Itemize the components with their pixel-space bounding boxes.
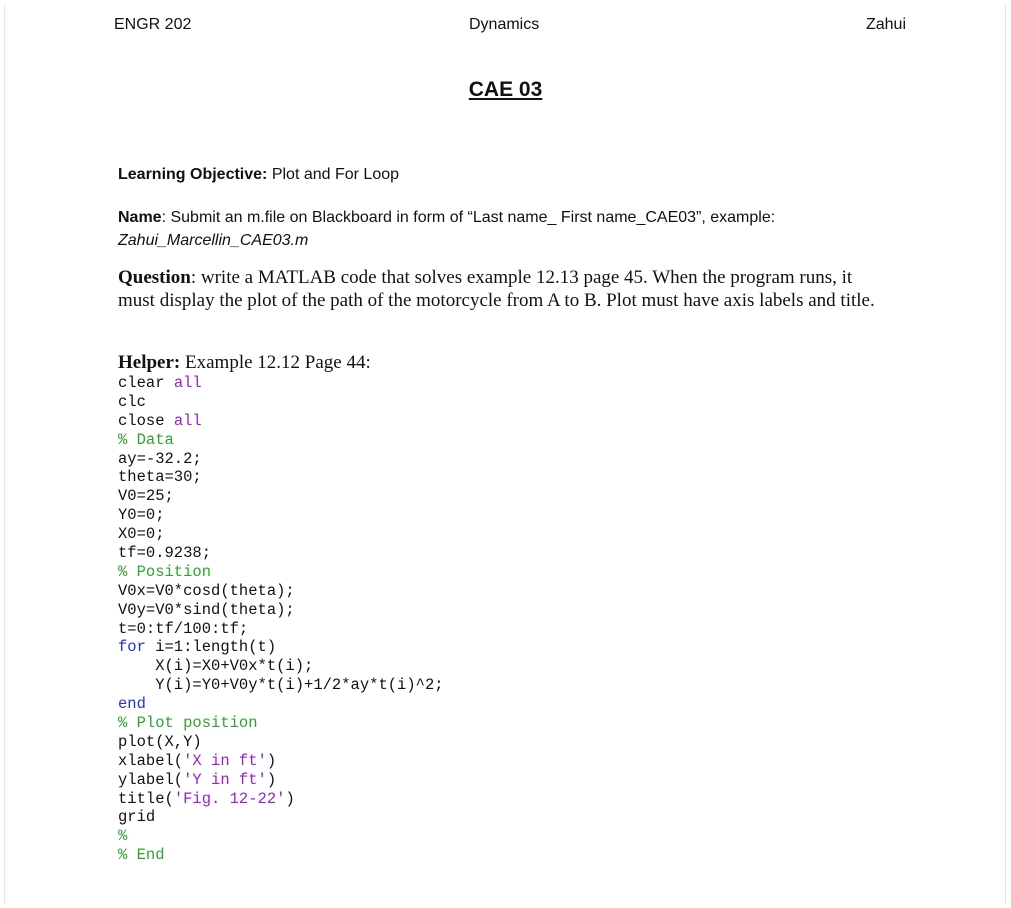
learning-objective [118, 166, 399, 184]
code-line [118, 790, 444, 809]
code-keyword: end [118, 695, 146, 714]
code-token: xlabel( [118, 751, 184, 770]
code-line: grid [118, 808, 156, 827]
code-keyword: for [118, 638, 146, 657]
name-example: Zahui_Marcellin_CAE03.m [118, 232, 309, 249]
name-label: Name [118, 209, 162, 226]
helper-label: Helper: [118, 352, 181, 373]
helper-text: Example 12.12 Page 44: [180, 352, 371, 373]
code-string: 'Fig. 12-22' [173, 789, 286, 808]
code-line: theta=30; [118, 468, 202, 487]
objective-label: Learning Objective: [118, 166, 268, 183]
code-comment: % Data [118, 430, 174, 449]
code-line: clc [118, 392, 146, 411]
code-token: title( [118, 789, 174, 808]
code-token: clear [118, 374, 174, 392]
code-comment: % Plot position [118, 714, 258, 733]
question-label: Question [118, 267, 191, 288]
code-line: V0x=V0*cosd(theta); [118, 581, 295, 600]
code-line: X0=0; [118, 525, 165, 544]
name-text: : Submit an m.file on Blackboard in form of “Last name_ First name_CAE03”, example: [161, 209, 776, 226]
code-token: ) [285, 789, 295, 808]
code-token: ) [266, 751, 277, 770]
code-token: i=1:length(t) [145, 638, 277, 657]
question-text: : write a MATLAB code that solves example 12.13 page 45. When the program runs, it must display the plot of the path of the motorcycle from A to B. Plot must have axis labels and title. [118, 267, 875, 311]
code-line: X(i)=X0+V0x*t(i); [118, 657, 314, 676]
name-instructions [118, 206, 775, 252]
code-line [118, 771, 444, 790]
code-comment: % End [118, 846, 165, 865]
code-line: tf=0.9238; [118, 544, 212, 563]
code-comment: % [118, 827, 128, 846]
code-line: ay=-32.2; [118, 449, 202, 468]
code-keyword-arg: all [173, 411, 202, 430]
code-comment: % Position [118, 562, 212, 581]
code-line: plot(X,Y) [118, 732, 202, 751]
code-string: 'Y in ft' [183, 770, 267, 789]
question-paragraph [118, 266, 888, 312]
code-line [118, 752, 444, 771]
code-line: Y0=0; [118, 506, 165, 525]
code-line: t=0:tf/100:tf; [118, 619, 249, 638]
code-line: V0y=V0*sind(theta); [118, 600, 295, 619]
code-line: V0=25; [118, 487, 174, 506]
helper-heading [118, 352, 371, 374]
code-token: ) [266, 770, 277, 789]
code-token: ylabel( [118, 770, 184, 789]
objective-text: Plot and For Loop [267, 166, 400, 183]
code-line [118, 638, 444, 657]
code-line [118, 374, 444, 393]
code-line: Y(i)=Y0+V0y*t(i)+1/2*ay*t(i)^2; [118, 676, 444, 695]
code-token: close [118, 411, 174, 430]
header-course: ENGR 202 [114, 16, 192, 33]
page-title: CAE 03 [468, 78, 543, 101]
code-string: 'X in ft' [183, 751, 267, 770]
code-keyword-arg: all [173, 374, 202, 392]
header-author: Zahui [865, 16, 906, 33]
code-block [118, 374, 444, 865]
code-line [118, 412, 444, 431]
header-subject: Dynamics [469, 16, 540, 33]
